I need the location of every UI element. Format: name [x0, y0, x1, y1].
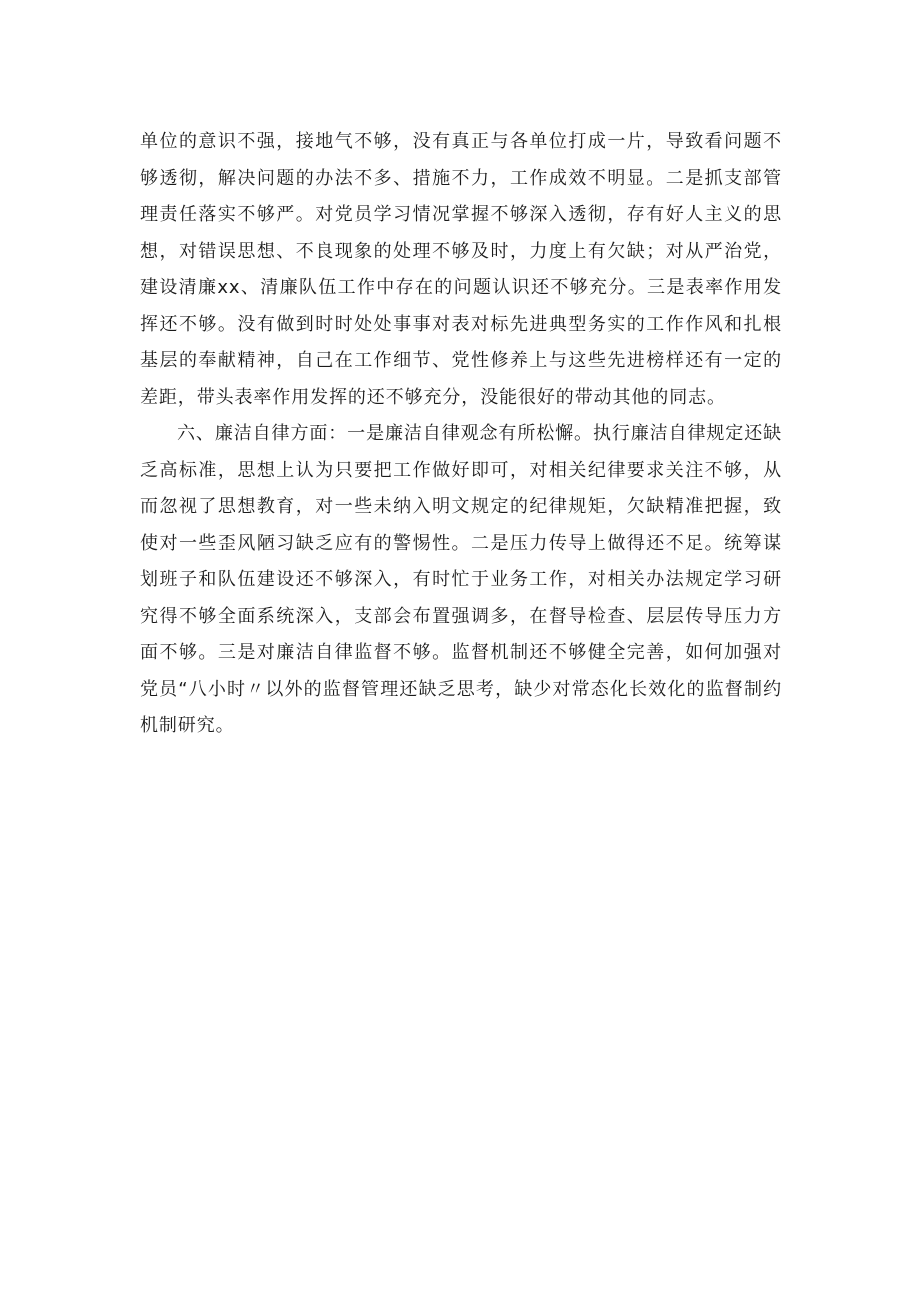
document-body — [140, 124, 782, 745]
paragraph-section-six: 六、廉洁自律方面：一是廉洁自律观念有所松懈。执行廉洁自律规定还缺乏高标准，思想上认为只要把工作做好即可，对相关纪律要求关注不够，从而忽视了思想教育，对一些未纳入明文规定的纪律规矩，欠缺精准把握，致使对一些歪风陋习缺乏应有的警惕性。二是压力传导上做得还不足。统筹谋划班子和队伍建设还不够深入，有时忙于业务工作，对相关办法规定学习研究得不够全面系统深入，支部会布置强调多，在督导检查、层层传导压力方面不够。三是对廉洁自律监督不够。监督机制还不够健全完善，如何加强对党员“八小时〃以外的监督管理还缺乏思考，缺少对常态化长效化的监督制约机制研究。 — [140, 423, 782, 736]
paragraph-continuation: 单位的意识不强，接地气不够，没有真正与各单位打成一片，导致看问题不够透彻，解决问题的办法不多、措施不力，工作成效不明显。二是抓支部管理责任落实不够严。对党员学习情况掌握不够深入透彻，存有好人主义的思想，对错误思想、不良现象的处理不够及时，力度上有欠缺；对从严治党，建设清廉xx、清廉队伍工作中存在的问题认识还不够充分。三是表率作用发挥还不够。没有做到时时处处事事对表对标先进典型务实的工作作风和扎根基层的奉献精神，自己在工作细节、党性修养上与这些先进榜样还有一定的差距，带头表率作用发挥的还不够充分，没能很好的带动其他的同志。 — [140, 131, 782, 408]
